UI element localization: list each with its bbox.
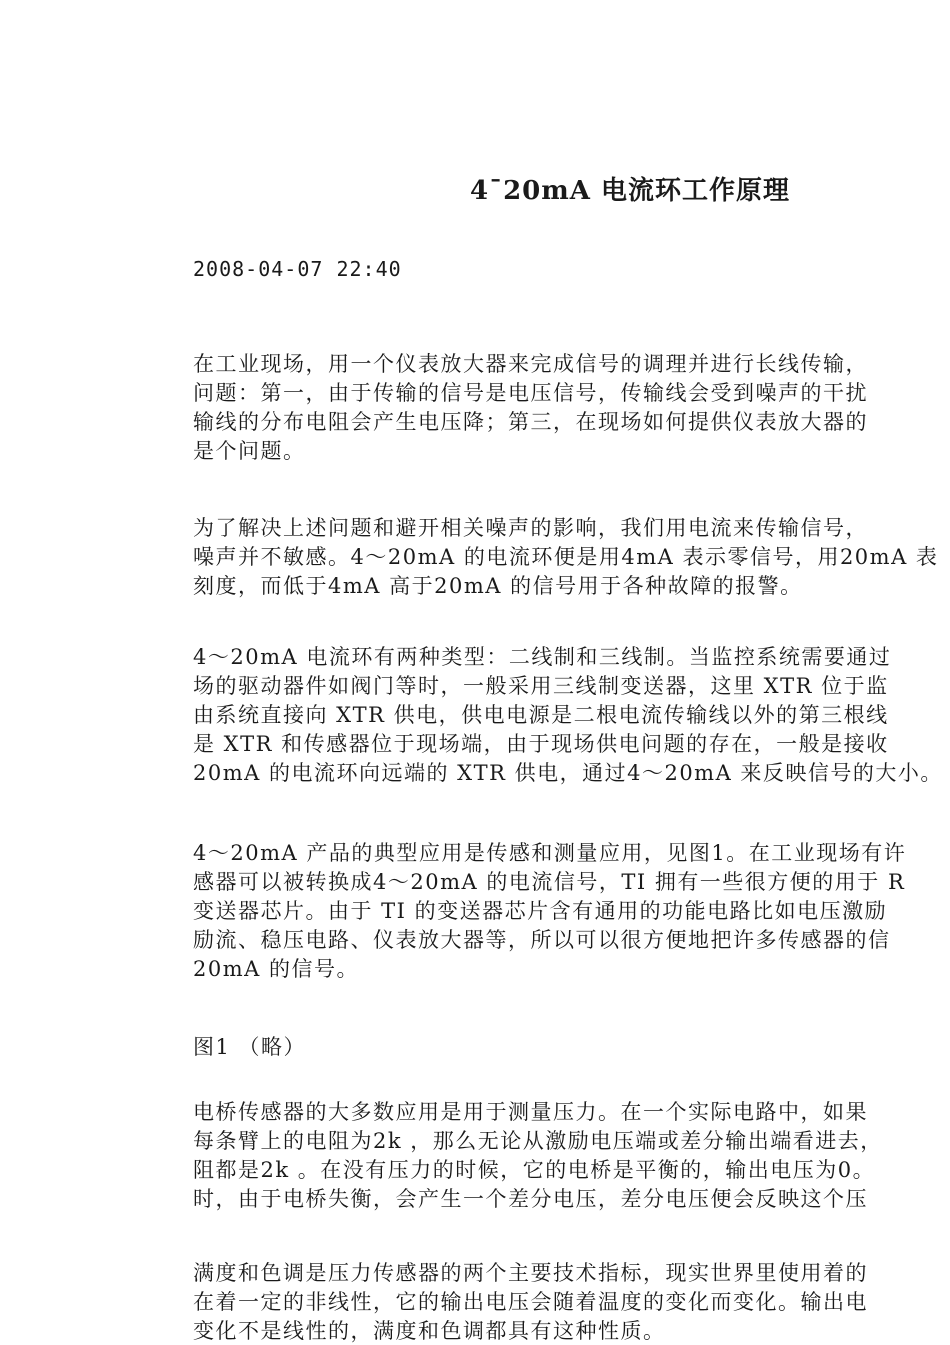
text-line: 图1 （略） (193, 1035, 307, 1059)
text-line: 20mA 的电流环向远端的 XTR 供电，通过4～20mA 来反映信号的大小。 (193, 761, 943, 785)
paragraph (193, 839, 950, 984)
text-line: 是 XTR 和传感器位于现场端，由于现场供电问题的存在，一般是接收 (193, 732, 889, 756)
text-line: 感器可以被转换成4～20mA 的电流信号，TI 拥有一些很方便的用于 R (193, 870, 906, 894)
text-line: 刻度，而低于4mA 高于20mA 的信号用于各种故障的报警。 (193, 574, 803, 598)
paragraph (193, 643, 950, 788)
paragraph (193, 514, 950, 601)
text-line: 励流、稳压电路、仪表放大器等，所以可以很方便地把许多传感器的信 (193, 928, 891, 952)
paragraph (193, 1259, 950, 1345)
figure-caption (193, 1033, 950, 1062)
text-line: 每条臂上的电阻为2k ，那么无论从激励电压端或差分输出端看进去， (193, 1129, 883, 1153)
paragraph (193, 1098, 950, 1214)
text-line: 20mA 的信号。 (193, 957, 359, 981)
text-line: 为了解决上述问题和避开相关噪声的影响，我们用电流来传输信号， (193, 516, 868, 540)
text-line: 阻都是2k 。在没有压力的时候，它的电桥是平衡的，输出电压为0。 (193, 1158, 876, 1182)
text-line: 问题：第一，由于传输的信号是电压信号，传输线会受到噪声的干扰 (193, 381, 868, 405)
text-line: 4～20mA 产品的典型应用是传感和测量应用，见图1。在工业现场有许 (193, 841, 907, 865)
text-line: 由系统直接向 XTR 供电，供电电源是二根电流传输线以外的第三根线 (193, 703, 889, 727)
text-line: 满度和色调是压力传感器的两个主要技术指标，现实世界里使用着的 (193, 1261, 868, 1285)
paragraph (193, 350, 950, 466)
text-line: 场的驱动器件如阀门等时，一般采用三线制变送器，这里 XTR 位于监 (193, 674, 889, 698)
document-date: 2008-04-07 22:40 (193, 257, 402, 281)
text-line: 变送器芯片。由于 TI 的变送器芯片含有通用的功能电路比如电压激励 (193, 899, 888, 923)
text-line: 在工业现场，用一个仪表放大器来完成信号的调理并进行长线传输， (193, 352, 868, 376)
text-line: 变化不是线性的，满度和色调都具有这种性质。 (193, 1319, 666, 1343)
text-line: 时，由于电桥失衡，会产生一个差分电压，差分电压便会反映这个压 (193, 1187, 868, 1211)
text-line: 输线的分布电阻会产生电压降；第三，在现场如何提供仪表放大器的 (193, 410, 868, 434)
text-line: 4～20mA 电流环有两种类型：二线制和三线制。当监控系统需要通过 (193, 645, 892, 669)
text-line: 在着一定的非线性，它的输出电压会随着温度的变化而变化。输出电 (193, 1290, 868, 1314)
document-title: 4¯20mA 电流环工作原理 (470, 176, 791, 206)
text-line: 噪声并不敏感。4～20mA 的电流环便是用4mA 表示零信号，用20mA 表 (193, 545, 939, 569)
text-line: 电桥传感器的大多数应用是用于测量压力。在一个实际电路中，如果 (193, 1100, 868, 1124)
text-line: 是个问题。 (193, 439, 306, 463)
